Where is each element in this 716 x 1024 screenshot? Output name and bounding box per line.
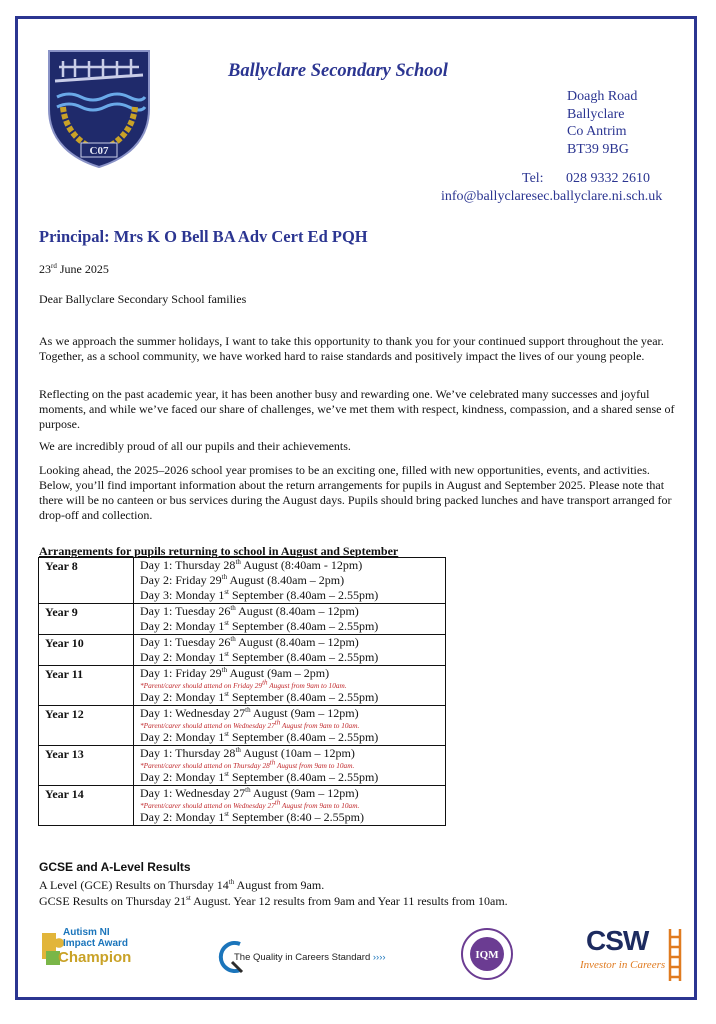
email-link[interactable]: info@ballyclaresec.ballyclare.ni.sch.uk	[441, 189, 663, 204]
crest-text: C07	[89, 145, 109, 157]
iqm-badge-icon	[461, 928, 513, 980]
svg-text:IQM: IQM	[475, 949, 499, 961]
parent-note: *Parent/carer should attend on Wednesday 27th August from 9am to 10am.	[140, 798, 360, 810]
schedule-line: Day 2: Monday 1st September (8.40am – 2.55pm)	[140, 730, 379, 744]
quality-in-careers-logo: The Quality in Careers Standard ››››	[218, 938, 403, 976]
table-row	[39, 558, 446, 604]
address-line: BT39 9BG	[567, 141, 629, 157]
principal-heading: Principal: Mrs K O Bell BA Adv Cert Ed PQH	[39, 227, 368, 246]
schedule-line: Day 1: Thursday 28th August (8:40am - 12pm)	[140, 558, 363, 572]
result-line: A Level (GCE) Results on Thursday 14th August from 9am.	[39, 878, 325, 892]
table-row	[39, 666, 446, 706]
table-row	[39, 746, 446, 786]
schedule-line: Day 1: Tuesday 26th August (8.40am – 12pm)	[140, 604, 359, 618]
schedule-line: Day 2: Monday 1st September (8.40am – 2.55pm)	[140, 690, 379, 704]
tel-label: Tel:	[522, 171, 544, 186]
parent-note: *Parent/carer should attend on Wednesday 27th August from 9am to 10am.	[140, 718, 360, 730]
year-cell: Year 13	[39, 746, 134, 786]
arrangements-table	[38, 557, 446, 826]
schedule-cell	[134, 558, 446, 604]
paragraph: Reflecting on the past academic year, it has been another busy and rewarding one. We’ve celebrated many successes and joyful moments, and while we’ve faced our share of challenges, we’ve met them with respect, kindness, compassion, and a shared sense of purpose.	[39, 387, 675, 431]
csw-investor-in-careers-logo: CSW Investor in Careers	[580, 925, 686, 985]
schedule-cell	[134, 666, 446, 706]
letter-date: 23rd June 2025	[39, 262, 109, 276]
schedule-line: Day 2: Monday 1st September (8.40am – 2.55pm)	[140, 619, 379, 633]
tel-number[interactable]: 028 9332 2610	[566, 171, 650, 186]
iqm-award-logo	[461, 928, 513, 980]
parent-note: *Parent/carer should attend on Thursday 28th August from 9am to 10am.	[140, 758, 355, 770]
parent-note: *Parent/carer should attend on Friday 29th August from 9am to 10am.	[140, 678, 347, 690]
school-crest-logo	[45, 47, 153, 169]
schedule-line: Day 1: Wednesday 27th August (9am – 12pm)	[140, 706, 359, 720]
table-title: Arrangements for pupils returning to school in August and September	[39, 544, 399, 558]
schedule-line: Day 1: Thursday 28th August (10am – 12pm)	[140, 746, 355, 760]
schedule-line: Day 2: Friday 29th August (8.40am – 2pm)	[140, 573, 345, 587]
table-row	[39, 604, 446, 635]
address-line: Co Antrim	[567, 124, 627, 139]
year-cell: Year 9	[39, 604, 134, 635]
school-address	[567, 88, 637, 158]
telephone	[522, 171, 650, 187]
table-row	[39, 786, 446, 826]
table-row	[39, 706, 446, 746]
schedule-line: Day 3: Monday 1st September (8.40am – 2.55pm)	[140, 588, 379, 602]
year-cell: Year 12	[39, 706, 134, 746]
year-cell: Year 8	[39, 558, 134, 604]
schedule-line: Day 1: Tuesday 26th August (8.40am – 12pm)	[140, 635, 359, 649]
school-name: Ballyclare Secondary School	[228, 61, 448, 81]
schedule-line: Day 2: Monday 1st September (8:40 – 2.55pm)	[140, 810, 364, 824]
schedule-line: Day 2: Monday 1st September (8.40am – 2.55pm)	[140, 770, 379, 784]
address-line: Ballyclare	[567, 106, 625, 122]
address-line: Doagh Road	[567, 89, 638, 104]
paragraph: As we approach the summer holidays, I want to take this opportunity to thank you for your continued support throughout the year. Together, as a school community, we have worked hard to raise standards and positively impact the lives of our young people.	[39, 334, 664, 363]
schedule-cell	[134, 706, 446, 746]
ladder-icon	[666, 929, 684, 981]
schedule-line: Day 1: Friday 29th August (9am – 2pm)	[140, 666, 330, 680]
schedule-cell	[134, 604, 446, 635]
year-cell: Year 14	[39, 786, 134, 826]
schedule-cell	[134, 786, 446, 826]
paragraph: Looking ahead, the 2025–2026 school year promises to be an exciting one, filled with new opportunities, events, and activities. Below, you’ll find important information about the return arrangements for pupils in August and September 2025. Please note that there will be no canteen or bus services during the August days. Pupils should bring packed lunches and have transport arranged for drop-off and collection.	[39, 463, 672, 522]
schedule-line: Day 2: Monday 1st September (8.40am – 2.55pm)	[140, 650, 379, 664]
results-heading: GCSE and A-Level Results	[39, 860, 191, 874]
table-row	[39, 635, 446, 666]
year-cell: Year 10	[39, 635, 134, 666]
schedule-cell	[134, 635, 446, 666]
paragraph: We are incredibly proud of all our pupils and their achievements.	[39, 439, 351, 453]
schedule-cell	[134, 746, 446, 786]
greeting: Dear Ballyclare Secondary School families	[39, 292, 247, 306]
year-cell: Year 11	[39, 666, 134, 706]
autism-ni-award-logo: Autism NI Impact Award Champion	[38, 925, 158, 977]
schedule-line: Day 1: Wednesday 27th August (9am – 12pm)	[140, 786, 359, 800]
result-line: GCSE Results on Thursday 21st August. Year 12 results from 9am and Year 11 results from 10am.	[39, 894, 508, 908]
